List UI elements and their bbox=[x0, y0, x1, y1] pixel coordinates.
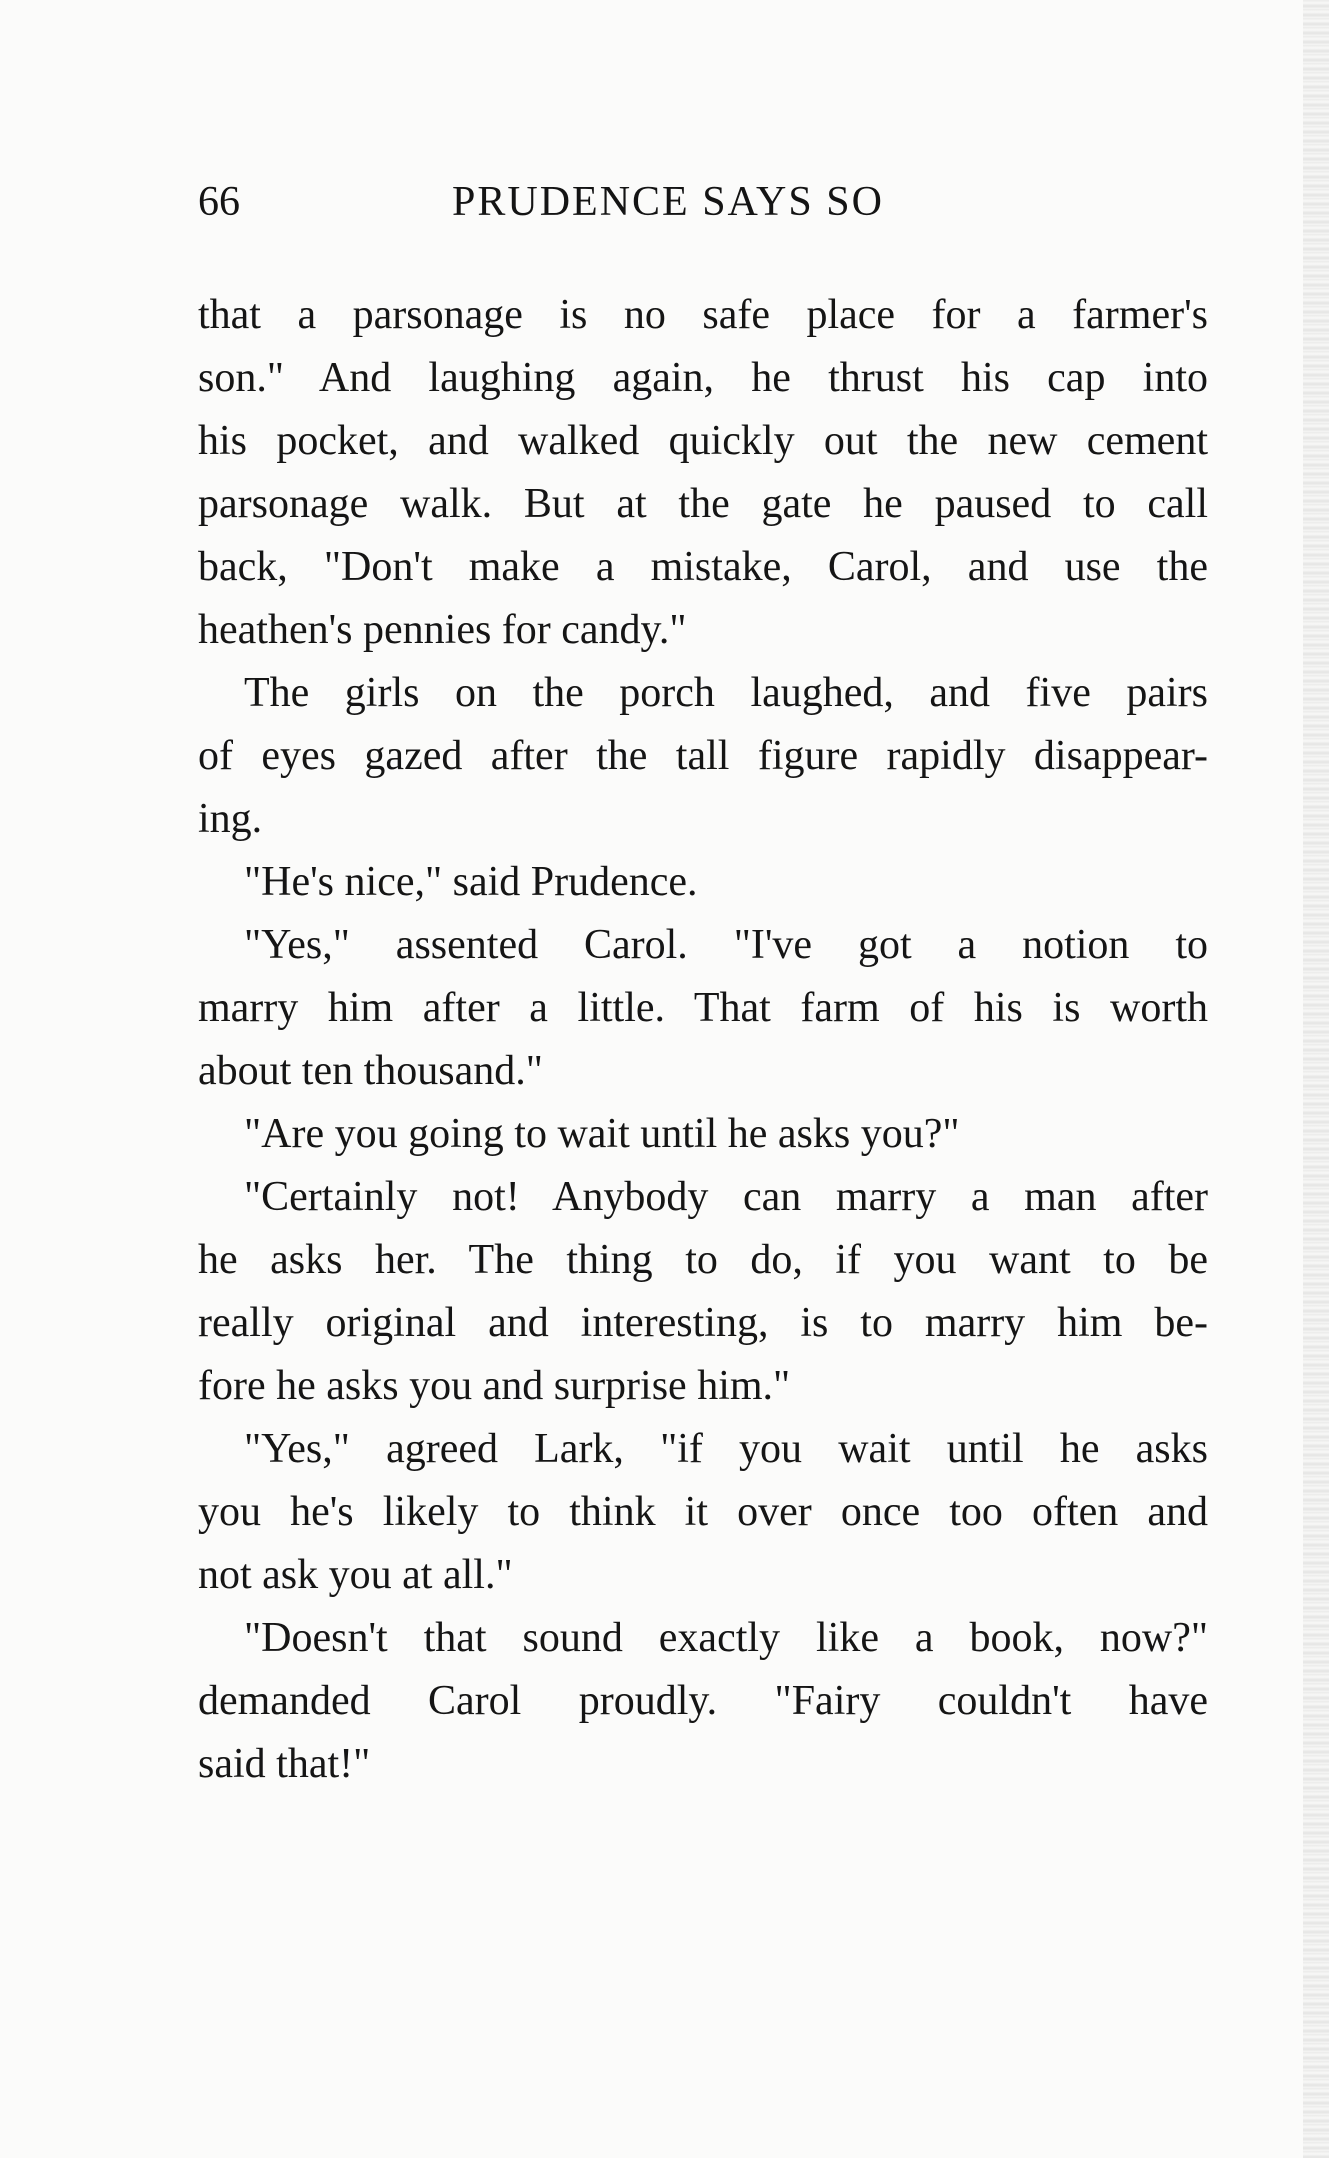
text-line: "He's nice," said Prudence. bbox=[244, 859, 698, 905]
running-title: PRUDENCE SAYS SO bbox=[452, 179, 884, 225]
text-line: The girls on the porch laughed, and five pairs bbox=[244, 670, 1208, 716]
text-line: "Are you going to wait until he asks you?" bbox=[244, 1111, 960, 1157]
page-edge-shadow bbox=[1303, 0, 1329, 2158]
text-line: "Yes," assented Carol. "I've got a notion to bbox=[244, 922, 1208, 968]
text-line: his pocket, and walked quickly out the new cement bbox=[198, 418, 1208, 464]
text-line: "Certainly not! Anybody can marry a man after bbox=[244, 1174, 1208, 1220]
text-line: you he's likely to think it over once too often and bbox=[198, 1489, 1208, 1535]
text-line: fore he asks you and surprise him." bbox=[198, 1363, 791, 1409]
text-line: not ask you at all." bbox=[198, 1552, 513, 1598]
text-line: ing. bbox=[198, 796, 263, 842]
text-line: "Yes," agreed Lark, "if you wait until he asks bbox=[244, 1426, 1208, 1472]
text-line: he asks her. The thing to do, if you want to be bbox=[198, 1237, 1208, 1283]
text-line: marry him after a little. That farm of his is worth bbox=[198, 985, 1208, 1031]
text-line: said that!" bbox=[198, 1741, 371, 1787]
text-line: son." And laughing again, he thrust his cap into bbox=[198, 355, 1208, 401]
text-line: parsonage walk. But at the gate he paused to call bbox=[198, 481, 1208, 527]
text-line: "Doesn't that sound exactly like a book, now?" bbox=[244, 1615, 1208, 1661]
text-line: about ten thousand." bbox=[198, 1048, 543, 1094]
text-line: heathen's pennies for candy." bbox=[198, 607, 687, 653]
text-line: demanded Carol proudly. "Fairy couldn't have bbox=[198, 1678, 1208, 1724]
text-line: really original and interesting, is to marry him be- bbox=[198, 1300, 1208, 1346]
text-line: back, "Don't make a mistake, Carol, and use the bbox=[198, 544, 1208, 590]
text-line: of eyes gazed after the tall figure rapidly disappear- bbox=[198, 733, 1208, 779]
text-line: that a parsonage is no safe place for a farmer's bbox=[198, 292, 1208, 338]
page-header bbox=[198, 172, 1208, 232]
body-text bbox=[198, 284, 1208, 1796]
page-number: 66 bbox=[198, 179, 240, 225]
